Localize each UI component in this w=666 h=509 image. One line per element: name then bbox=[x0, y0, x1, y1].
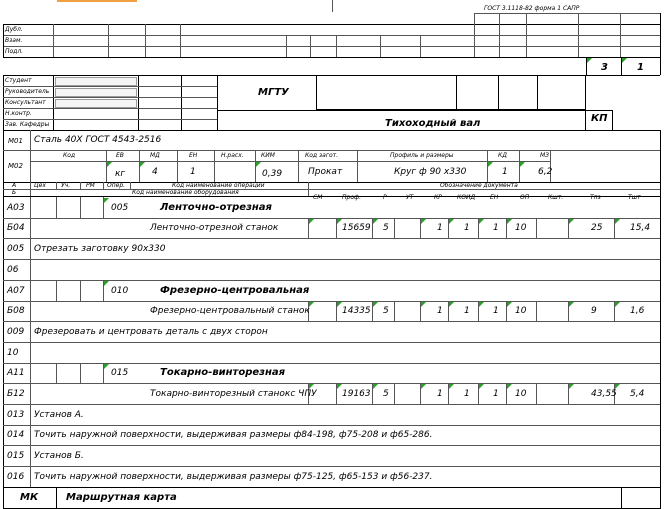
rule bbox=[30, 182, 31, 196]
rule bbox=[30, 383, 31, 404]
rule bbox=[30, 130, 31, 182]
hdr-kd: КД bbox=[498, 152, 507, 159]
rule bbox=[56, 363, 57, 383]
op-number: 010 bbox=[111, 285, 129, 296]
cell-tsht: 15,4 bbox=[630, 223, 651, 233]
col-tpz: Тпз bbox=[590, 194, 601, 201]
marker-flag bbox=[309, 219, 314, 224]
hdr-profile: Профиль и размеры bbox=[390, 152, 454, 159]
rule bbox=[3, 487, 660, 488]
row-a-code: А bbox=[12, 182, 17, 189]
row-rule bbox=[3, 342, 660, 343]
sheets-total: 1 bbox=[637, 62, 644, 73]
cell-koid: 1 bbox=[464, 223, 470, 233]
gost-form-label: ГОСТ 3.1118-82 форма 1 САПР bbox=[484, 5, 580, 12]
marker-flag bbox=[479, 219, 484, 224]
rule bbox=[550, 150, 551, 182]
marker-flag bbox=[479, 384, 484, 389]
marker-flag bbox=[615, 302, 620, 307]
marker-flag bbox=[373, 219, 378, 224]
row-rule bbox=[3, 321, 660, 322]
row-b-code: Б bbox=[12, 189, 17, 196]
role-head: Зав. Кафедры bbox=[5, 121, 50, 128]
col-ksht: Кшт. bbox=[548, 194, 564, 201]
rule bbox=[298, 150, 299, 182]
rule bbox=[660, 130, 661, 509]
col-doc-title: Обозначение документа bbox=[440, 182, 518, 189]
marker-flag bbox=[421, 219, 426, 224]
rule bbox=[177, 150, 178, 182]
cell-tpz: 25 bbox=[591, 223, 603, 233]
student-field[interactable] bbox=[55, 77, 137, 86]
rule bbox=[180, 24, 181, 57]
op-name: Ленточно-отрезная bbox=[160, 201, 272, 213]
operation-text: Установ А. bbox=[34, 409, 84, 420]
material-profile: Круг ф 90 х330 bbox=[394, 167, 467, 177]
rule bbox=[3, 24, 4, 57]
doc-type: КП bbox=[591, 113, 608, 124]
row-code: 009 bbox=[7, 326, 25, 337]
rule bbox=[56, 280, 57, 301]
marker-flag bbox=[449, 302, 454, 307]
marker-flag bbox=[421, 302, 426, 307]
rule bbox=[103, 182, 104, 189]
rule bbox=[537, 75, 538, 110]
rule bbox=[586, 75, 660, 76]
hdr-kim: КИМ bbox=[261, 152, 275, 159]
rule bbox=[80, 197, 81, 218]
rule bbox=[660, 13, 661, 75]
cell-kr: 1 bbox=[437, 306, 443, 316]
row-code: А03 bbox=[7, 202, 25, 213]
marker-flag bbox=[507, 219, 512, 224]
cell-en: 1 bbox=[493, 388, 499, 399]
role-norm-control: Н.контр. bbox=[5, 110, 32, 117]
rule bbox=[3, 86, 217, 87]
marker-flag bbox=[449, 219, 454, 224]
rule bbox=[30, 218, 31, 238]
vzam-label: Взам. bbox=[5, 37, 23, 44]
rule bbox=[3, 35, 660, 36]
rule bbox=[3, 150, 660, 151]
rule bbox=[526, 13, 527, 57]
rule bbox=[3, 487, 4, 508]
operation-text: Точить наружной поверхности, выдерживая размеры ф75-125, ф65-153 и ф56-237. bbox=[34, 471, 433, 482]
cell-prof: 19163 bbox=[342, 388, 371, 399]
rule bbox=[308, 182, 309, 196]
col-uch: Уч. bbox=[61, 182, 71, 189]
rule bbox=[30, 197, 31, 218]
row-rule bbox=[3, 301, 660, 302]
cell-op: 10 bbox=[515, 306, 527, 316]
marker-flag bbox=[479, 302, 484, 307]
rule bbox=[3, 119, 217, 120]
rule bbox=[380, 35, 381, 57]
rule bbox=[620, 13, 621, 57]
op-number: 015 bbox=[111, 368, 129, 378]
rule bbox=[3, 24, 660, 25]
marker-flag bbox=[507, 302, 512, 307]
op-name: Фрезерно-центровальная bbox=[160, 284, 310, 296]
rule bbox=[181, 75, 182, 130]
rule bbox=[474, 13, 660, 14]
row-code: А11 bbox=[7, 368, 25, 378]
marker-flag bbox=[421, 384, 426, 389]
marker-flag bbox=[104, 281, 109, 286]
row-code: 013 bbox=[7, 409, 25, 420]
footer-code: МК bbox=[20, 492, 39, 503]
rule bbox=[585, 75, 586, 110]
material-blank: Прокат bbox=[308, 167, 343, 177]
cell-kr: 1 bbox=[437, 388, 443, 399]
hdr-mz: МЗ bbox=[540, 152, 550, 159]
cell-en: 1 bbox=[493, 223, 499, 233]
equipment-name: Токарно-винторезный станокс ЧПУ bbox=[150, 388, 317, 399]
row-rule bbox=[3, 445, 660, 446]
rule bbox=[30, 425, 31, 445]
row-code: Б08 bbox=[7, 306, 25, 316]
rule bbox=[3, 189, 660, 190]
rule bbox=[30, 342, 31, 363]
col-r: Р bbox=[383, 194, 387, 201]
material-md: 4 bbox=[152, 167, 158, 177]
col-tsht: Тшт bbox=[628, 194, 641, 201]
op-number: 005 bbox=[111, 202, 129, 213]
role-consultant: Консультант bbox=[5, 99, 46, 106]
cell-prof: 15659 bbox=[342, 223, 371, 233]
rule bbox=[536, 218, 537, 238]
cell-op: 10 bbox=[515, 223, 527, 233]
row-code: 016 bbox=[7, 471, 25, 482]
col-oper: Опер. bbox=[107, 182, 126, 189]
equipment-name: Фрезерно-центровальный станок bbox=[150, 306, 310, 316]
row-rule bbox=[3, 383, 660, 384]
cell-en: 1 bbox=[493, 306, 499, 316]
hdr-kod: Код bbox=[63, 152, 76, 159]
hdr-nrash: Н.расх. bbox=[221, 152, 244, 159]
col-ceh: Цех bbox=[34, 182, 46, 189]
marker-flag bbox=[140, 162, 145, 167]
col-op: ОП bbox=[520, 194, 530, 201]
col-prof: Проф. bbox=[342, 194, 362, 201]
m02-code: М02 bbox=[8, 162, 23, 170]
row-code: 005 bbox=[7, 243, 25, 254]
cell-r: 5 bbox=[383, 223, 389, 233]
row-rule bbox=[3, 259, 660, 260]
rule bbox=[612, 110, 613, 130]
rule bbox=[310, 35, 311, 57]
rule bbox=[3, 108, 217, 109]
rule bbox=[30, 404, 31, 425]
m01-text: Сталь 40Х ГОСТ 4543-2516 bbox=[34, 135, 162, 145]
col-rm: РМ bbox=[86, 182, 95, 189]
marker-flag bbox=[520, 162, 525, 167]
rule bbox=[108, 24, 109, 57]
cell-koid: 1 bbox=[464, 306, 470, 316]
material-kd: 1 bbox=[502, 167, 508, 177]
col-op-title: Код наименование операции bbox=[172, 182, 265, 189]
material-en: 1 bbox=[190, 167, 196, 177]
cell-tpz: 43,55 bbox=[591, 388, 617, 399]
col-equip-title: Код наименование оборудования bbox=[132, 189, 239, 196]
rule bbox=[80, 363, 81, 383]
footer-title: Маршрутная карта bbox=[66, 492, 177, 503]
rule bbox=[80, 182, 81, 189]
rule bbox=[585, 110, 612, 111]
rule bbox=[536, 383, 537, 404]
rule bbox=[286, 35, 287, 57]
role-student: Студент bbox=[5, 77, 32, 84]
rule bbox=[332, 0, 333, 12]
col-koid: КОИД bbox=[457, 194, 476, 201]
marker-flag bbox=[622, 58, 627, 63]
cell-tsht: 5,4 bbox=[630, 388, 645, 399]
rule bbox=[456, 75, 457, 110]
row-rule bbox=[3, 218, 660, 219]
hdr-kod-zag: Код загот. bbox=[305, 152, 339, 159]
marker-flag bbox=[488, 162, 493, 167]
rule bbox=[30, 301, 31, 321]
marker-flag bbox=[256, 162, 261, 167]
code-cells bbox=[317, 75, 585, 110]
rule bbox=[130, 182, 131, 189]
rule bbox=[30, 280, 31, 301]
marker-flag bbox=[104, 364, 109, 369]
rule bbox=[30, 363, 31, 383]
material-mz: 6,2 bbox=[538, 167, 553, 177]
sheet-number: 3 bbox=[601, 62, 608, 73]
col-kr: КР bbox=[434, 194, 442, 201]
rule bbox=[536, 301, 537, 321]
rule bbox=[214, 150, 215, 182]
rule bbox=[474, 13, 475, 57]
part-name: Тихоходный вал bbox=[385, 118, 481, 129]
rule bbox=[3, 75, 4, 130]
row-code: 014 bbox=[7, 430, 25, 440]
rule bbox=[217, 110, 585, 111]
row-rule bbox=[3, 404, 660, 405]
rule bbox=[3, 182, 660, 183]
row-rule bbox=[3, 280, 660, 281]
operation-text: Точить наружной поверхности, выдерживая размеры ф84-198, ф75-208 и ф65-286. bbox=[34, 430, 433, 440]
top-accent-bar bbox=[57, 0, 137, 2]
rule bbox=[578, 13, 579, 57]
rule bbox=[499, 13, 500, 57]
cell-tpz: 9 bbox=[591, 306, 597, 316]
operation-text: Фрезеровать и центровать деталь с двух сторон bbox=[34, 326, 268, 337]
col-en: ЕН bbox=[490, 194, 499, 201]
rule bbox=[138, 75, 139, 130]
rule bbox=[30, 238, 31, 259]
rule bbox=[394, 218, 395, 238]
rule bbox=[420, 35, 421, 57]
rule bbox=[56, 197, 57, 218]
rule bbox=[357, 150, 358, 182]
marker-flag bbox=[373, 384, 378, 389]
rule bbox=[585, 110, 586, 130]
cell-koid: 1 bbox=[464, 388, 470, 399]
rule bbox=[56, 487, 57, 508]
marker-flag bbox=[449, 384, 454, 389]
row-rule bbox=[3, 466, 660, 467]
rule bbox=[3, 130, 4, 496]
rule bbox=[336, 35, 337, 57]
cell-prof: 14335 bbox=[342, 306, 371, 316]
rule bbox=[56, 182, 57, 189]
marker-flag bbox=[587, 58, 592, 63]
marker-flag bbox=[507, 384, 512, 389]
dubl-label: Дубл. bbox=[5, 26, 23, 33]
row-code: Б12 bbox=[7, 388, 25, 399]
rule bbox=[498, 75, 499, 110]
cell-op: 10 bbox=[515, 388, 527, 399]
supervisor-field[interactable] bbox=[55, 88, 137, 97]
rule bbox=[621, 487, 622, 508]
rule bbox=[3, 130, 660, 131]
cell-tsht: 1,6 bbox=[630, 306, 645, 316]
row-code: 015 bbox=[7, 450, 25, 461]
marker-flag bbox=[569, 302, 574, 307]
operation-text: Установ Б. bbox=[34, 450, 84, 461]
rule bbox=[394, 383, 395, 404]
marker-flag bbox=[615, 219, 620, 224]
rule bbox=[30, 466, 31, 487]
marker-flag bbox=[107, 162, 112, 167]
equipment-name: Ленточно-отрезной станок bbox=[150, 223, 279, 233]
cell-kr: 1 bbox=[437, 223, 443, 233]
podl-label: Подл. bbox=[5, 48, 24, 55]
rule bbox=[80, 280, 81, 301]
row-code: 10 bbox=[7, 347, 19, 358]
marker-flag bbox=[569, 384, 574, 389]
row-rule bbox=[3, 425, 660, 426]
rule bbox=[394, 301, 395, 321]
rule bbox=[53, 24, 54, 57]
hdr-ev: ЕВ bbox=[116, 152, 124, 159]
material-kim: 0,39 bbox=[262, 169, 283, 179]
marker-flag bbox=[373, 302, 378, 307]
row-rule bbox=[3, 238, 660, 239]
col-sm: СМ bbox=[313, 194, 323, 201]
consultant-field[interactable] bbox=[55, 99, 137, 108]
rule bbox=[30, 259, 31, 280]
cell-r: 5 bbox=[383, 388, 389, 399]
rule bbox=[3, 57, 660, 58]
row-rule bbox=[3, 363, 660, 364]
cell-r: 5 bbox=[383, 306, 389, 316]
rule bbox=[30, 321, 31, 342]
rule bbox=[3, 46, 660, 47]
op-name: Токарно-винторезная bbox=[160, 367, 286, 378]
marker-flag bbox=[104, 198, 109, 203]
row-code: Б04 bbox=[7, 223, 25, 233]
operation-text: Отрезать заготовку 90х330 bbox=[34, 243, 166, 254]
organization-name: МГТУ bbox=[258, 87, 289, 98]
material-ev: кг bbox=[115, 169, 126, 179]
rule bbox=[145, 24, 146, 57]
hdr-md: МД bbox=[150, 152, 160, 159]
rule bbox=[30, 445, 31, 466]
m01-code: М01 bbox=[8, 137, 23, 145]
col-ut: УТ bbox=[406, 194, 414, 201]
rule bbox=[53, 75, 54, 130]
marker-flag bbox=[569, 219, 574, 224]
rule bbox=[3, 97, 217, 98]
row-code: А07 bbox=[7, 285, 25, 296]
row-code: 06 bbox=[7, 264, 19, 275]
role-supervisor: Руководитель bbox=[5, 88, 50, 95]
hdr-en: ЕН bbox=[189, 152, 198, 159]
